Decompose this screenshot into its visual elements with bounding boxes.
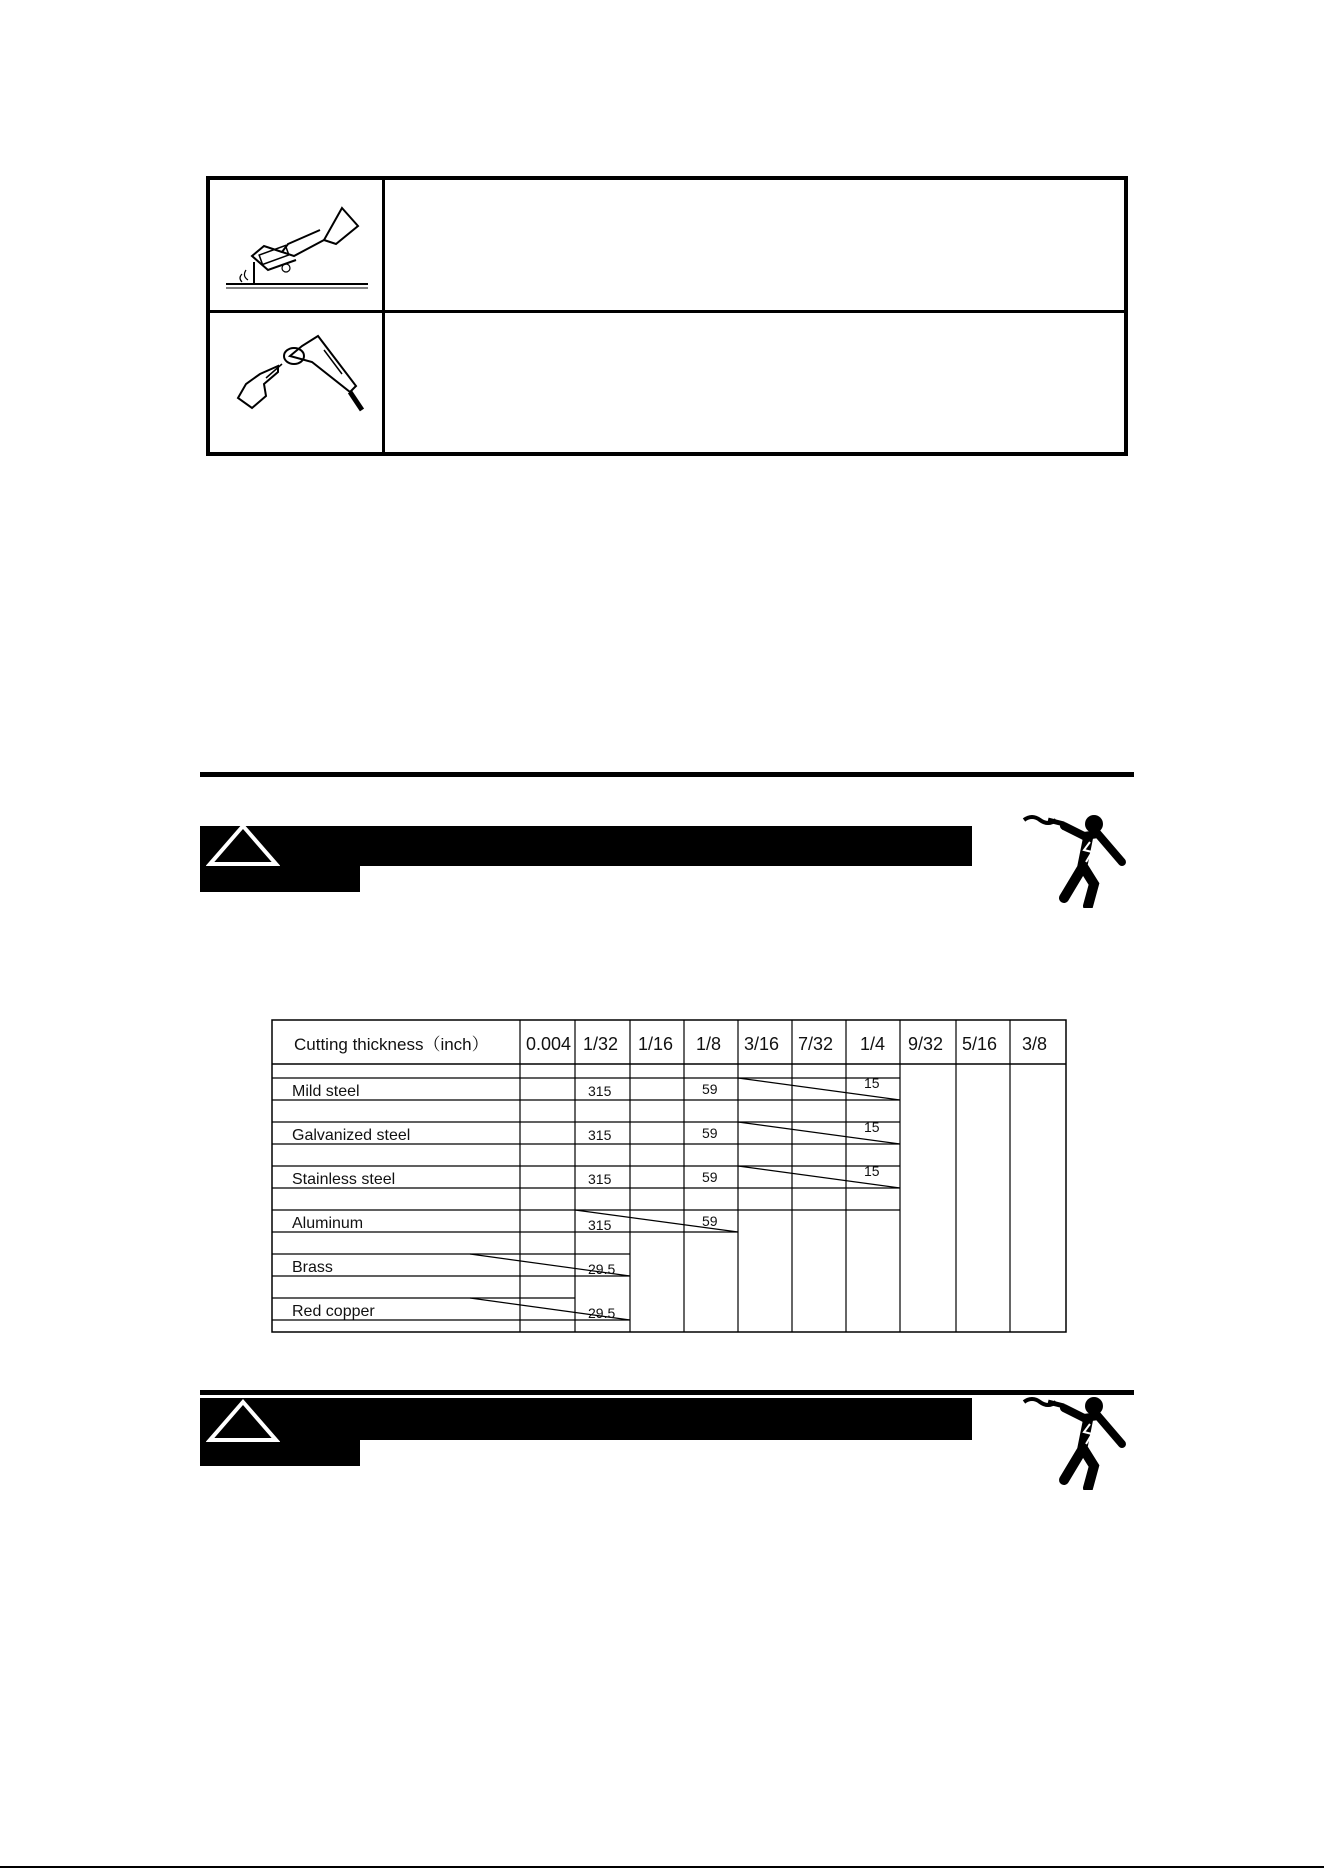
- column-header: 9/32: [908, 1034, 944, 1054]
- table-cell: 15: [864, 1075, 880, 1091]
- warning-triangle-icon: [206, 1398, 280, 1444]
- table-cell: 59: [702, 1169, 718, 1185]
- table-cell: 315: [588, 1083, 612, 1099]
- torch-pressed-on-workpiece-icon: [224, 204, 370, 294]
- finger-pointing-at-torch-tip-icon: [224, 326, 370, 418]
- column-header: 5/16: [962, 1034, 998, 1054]
- warning-triangle-icon: [206, 822, 280, 868]
- section-rule: [200, 1390, 1134, 1395]
- cutting-thickness-table: [270, 1018, 1070, 1338]
- table-cell: 315: [588, 1171, 612, 1187]
- table-cell: 29.5: [588, 1261, 616, 1277]
- column-header: 1/32: [583, 1034, 619, 1054]
- illustration-table: [206, 176, 1128, 456]
- warning-banner: [200, 826, 972, 866]
- table-cell: 59: [702, 1213, 718, 1229]
- table-divider: [210, 310, 1124, 313]
- column-header: 1/8: [696, 1034, 722, 1054]
- table-row-label: Mild steel: [292, 1083, 360, 1100]
- table-row-label: Aluminum: [292, 1215, 364, 1232]
- table-cell: 315: [588, 1217, 612, 1233]
- column-header: 7/32: [798, 1034, 834, 1054]
- column-header: 0.004: [526, 1034, 572, 1054]
- electric-shock-person-icon: [1018, 812, 1128, 908]
- header-label: Cutting thickness（inch）: [294, 1035, 489, 1054]
- table-cell: 29.5: [588, 1305, 616, 1321]
- table-cell: 59: [702, 1081, 718, 1097]
- table-row-label: Galvanized steel: [292, 1127, 411, 1144]
- table-cell: 15: [864, 1163, 880, 1179]
- table-cell: 315: [588, 1127, 612, 1143]
- electric-shock-person-icon: [1018, 1394, 1128, 1490]
- table-divider: [382, 180, 385, 452]
- column-header: 3/8: [1022, 1034, 1048, 1054]
- section-rule: [200, 772, 1134, 777]
- warning-banner: [200, 1398, 972, 1440]
- table-cell: 59: [702, 1125, 718, 1141]
- page-bottom-rule: [0, 1866, 1324, 1868]
- column-header: 1/16: [638, 1034, 674, 1054]
- column-header: 3/16: [744, 1034, 780, 1054]
- table-row-label: Stainless steel: [292, 1171, 396, 1188]
- table-cell: 15: [864, 1119, 880, 1135]
- column-header: 1/4: [860, 1034, 886, 1054]
- table-row-label: Red copper: [292, 1303, 375, 1320]
- table-row-label: Brass: [292, 1259, 333, 1276]
